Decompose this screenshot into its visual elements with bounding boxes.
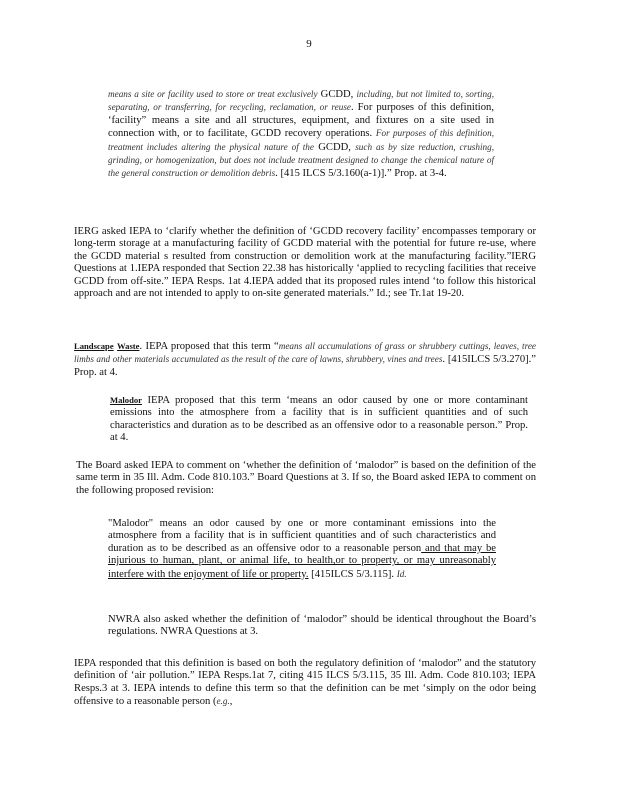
revision-insert: and that may be injurious to human, plant, or animal life, to health,or to property, or may unreasonably interfere with the enjoyment of life or property. (108, 542, 497, 580)
definition-landscape-waste (74, 340, 536, 379)
quote-citation: . [415 ILCS 5/3.160(a-1)].” Prop. at 3-4. (275, 168, 447, 180)
definition-text: IEPA proposed that this term ‘means an odor caused by one or more contaminant emissions into the atmosphere from a facility that is in sufficient quantities and of such characteristics and duration as to be described as an offensive odor to a reasonable person.” Prop. at 4. (110, 395, 528, 444)
revision-id: Id. (396, 568, 407, 579)
response-eg: e.g. (216, 696, 230, 707)
revision-text: "Malodor" means an odor caused by one or more contaminant emissions into the atmosphere from a facility that is in sufficient quantities and of such characteristics and duration as to be described as an offensive odor to a reasonable person (108, 518, 496, 554)
quote-italic: including, but not limited to, sorting, separating, or transferring, for recycling, reclamation, or reuse (108, 89, 495, 113)
page-number: 9 (306, 38, 312, 50)
defined-term: Landscape (74, 341, 114, 351)
response-text: IEPA responded that this definition is based on both the regulatory definition of ‘malodor” and the statutory definition of ‘air pollution.” IEPA Resps.1at 7, citing 415 ILCS 5/3.115, 35 Ill. Adm. Code 810.103; IEPA Resps.3 at 3. IEPA intends to define this term so that the definition can be met ‘simply on the odor being offensive to a reasonable person ( (74, 658, 536, 708)
paragraph-ierg-question: IERG asked IEPA to ‘clarify whether the definition of ‘GCDD recovery facility’ encompasses temporary or long-term storage at a manufacturing facility of GCDD material with the potential for future re-use, where the GCDD material s resulted from construction or demolition work at the manufacturing facility.”IERG Questions at 1.IEPA responded that Section 22.38 has historically ‘applied to recycling facilities that receive GCDD from off-site.” IEPA Resps. 1at 4.IEPA added that its proposed rules intend ‘to follow this historical approach and are not intended to apply to on-site generated materials.” Id.; see Tr.1at 19-20. (74, 226, 536, 300)
block-quote-proposed-revision (108, 518, 496, 581)
paragraph-iepa-response (74, 658, 536, 709)
block-quote-gcdd-facility (108, 88, 494, 181)
quote-italic: For purposes of this definition, treatment includes altering the physical nature of the (108, 128, 494, 152)
definition-malodor (110, 394, 528, 445)
definition-text: means all accumulations of grass or shrubbery cuttings, leaves, tree limbs and other materials accumulated as the result of the care of lawns, shrubbery, vines and trees (74, 341, 536, 365)
paragraph-board-question: The Board asked IEPA to comment on ‘whether the definition of ‘malodor” is based on the definition of the same term in 35 Ill. Adm. Code 810.103.” Board Questions at 3. If so, the Board asked IEPA to comment on the following proposed revision: (76, 460, 536, 496)
definition-lead: . IEPA proposed that this term “ (139, 341, 279, 352)
paragraph-nwra-question: NWRA also asked whether the definition of ‘malodor” should be identical throughout the Board’s regulations. NWRA Questions at 3. (108, 614, 536, 638)
defined-term: Malodor (110, 395, 142, 405)
quote-text: . For purposes of this definition, ‘facility” means a site and all structures, equipment, and fixtures on a site used in connection with, or to facilitate, GCDD recovery operations. (108, 102, 494, 140)
revision-citation: [415ILCS 5/3.115]. (308, 568, 397, 580)
quote-term: GCDD, (313, 141, 356, 153)
quote-italic: such as by size reduction, crushing, grinding, or homogenization, but does not include treatment designed to change the chemical nature of the general construction or demolition debris (108, 141, 494, 179)
response-tail: , (229, 696, 233, 708)
quote-term: GCDD, (317, 89, 357, 100)
defined-term: Waste (117, 341, 140, 351)
definition-citation: . [415ILCS 5/3.270].” Prop. at 4. (74, 354, 536, 378)
quote-italic: means a site or facility used to store or treat exclusively (108, 89, 318, 99)
